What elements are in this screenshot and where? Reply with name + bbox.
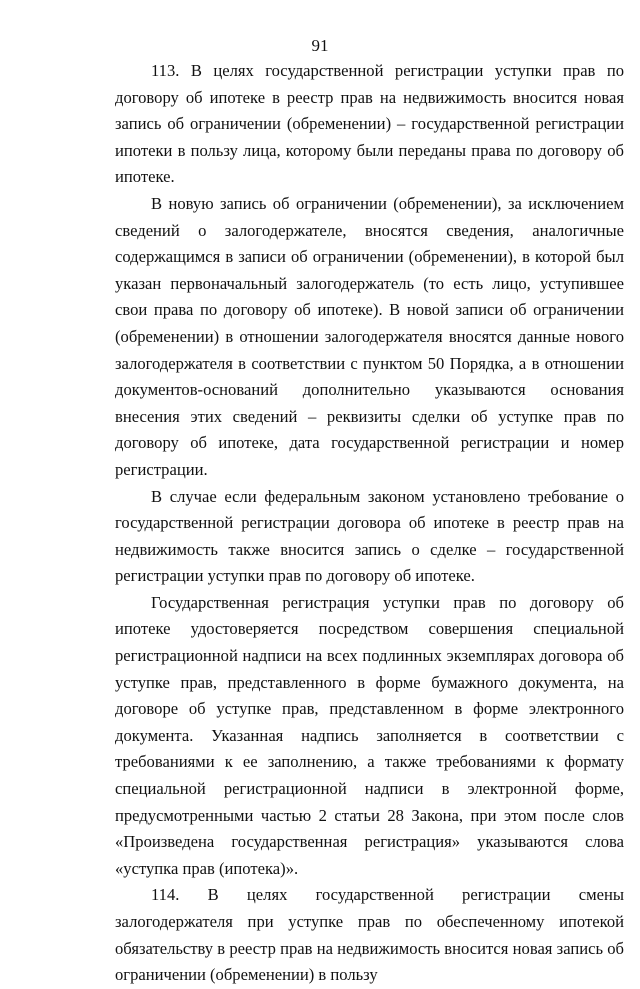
paragraph-113: 113. В целях государственной регистрации уступки прав по договору об ипотеке в реестр прав на недвижимость вносится новая запись об ограничении (обременении) – государственной регистрации ипотеки в пользу лица, которому были переданы права по договору об ипотеке.	[115, 61, 624, 187]
paragraph-registration-inscription: Государственная регистрация уступки прав по договору об ипотеке удостоверяется посредством совершения специальной регистрационной надписи на всех подлинных экземплярах договора об уступке прав, представленного в форме бумажного документа, на договоре об уступке прав, представленном в форме электронного документа. Указанная надпись заполняется в соответствии с требованиями к ее заполнению, а также требованиями к формату специальной регистрационной надписи в электронной форме, предусмотренными частью 2 статьи 28 Закона, при этом после слов «Произведена государственная регистрация» указываются слова «уступка прав (ипотека)».	[115, 592, 624, 878]
paragraph-114: 114. В целях государственной регистрации смены залогодержателя при уступке прав по обеспеченному ипотекой обязательству в реестр прав на недвижимость вносится новая запись об ограничении (обременении) в пользу	[115, 885, 624, 985]
page-number: 91	[311, 36, 329, 55]
paragraph-federal-law: В случае если федеральным законом установлено требование о государственной регистрации договора об ипотеке в реестр прав на недвижимость также вносится запись о сделке – государственной регистрации уступки прав по договору об ипотеке.	[115, 486, 624, 586]
body-text	[115, 58, 624, 989]
paragraph-new-record: В новую запись об ограничении (обременении), за исключением сведений о залогодержателе, вносятся сведения, аналогичные содержащимся в записи об ограничении (обременении), в которой был указан первоначальный залогодержатель (то есть лицо, уступившее свои права по договору об ипотеке). В новой записи об ограничении (обременении) в отношении залогодержателя вносятся данные нового залогодержателя в соответствии с пунктом 50 Порядка, а в отношении документов-оснований дополнительно указываются основания внесения этих сведений – реквизиты сделки об уступке прав по договору об ипотеке, дата государственной регистрации и номер регистрации.	[115, 193, 624, 479]
